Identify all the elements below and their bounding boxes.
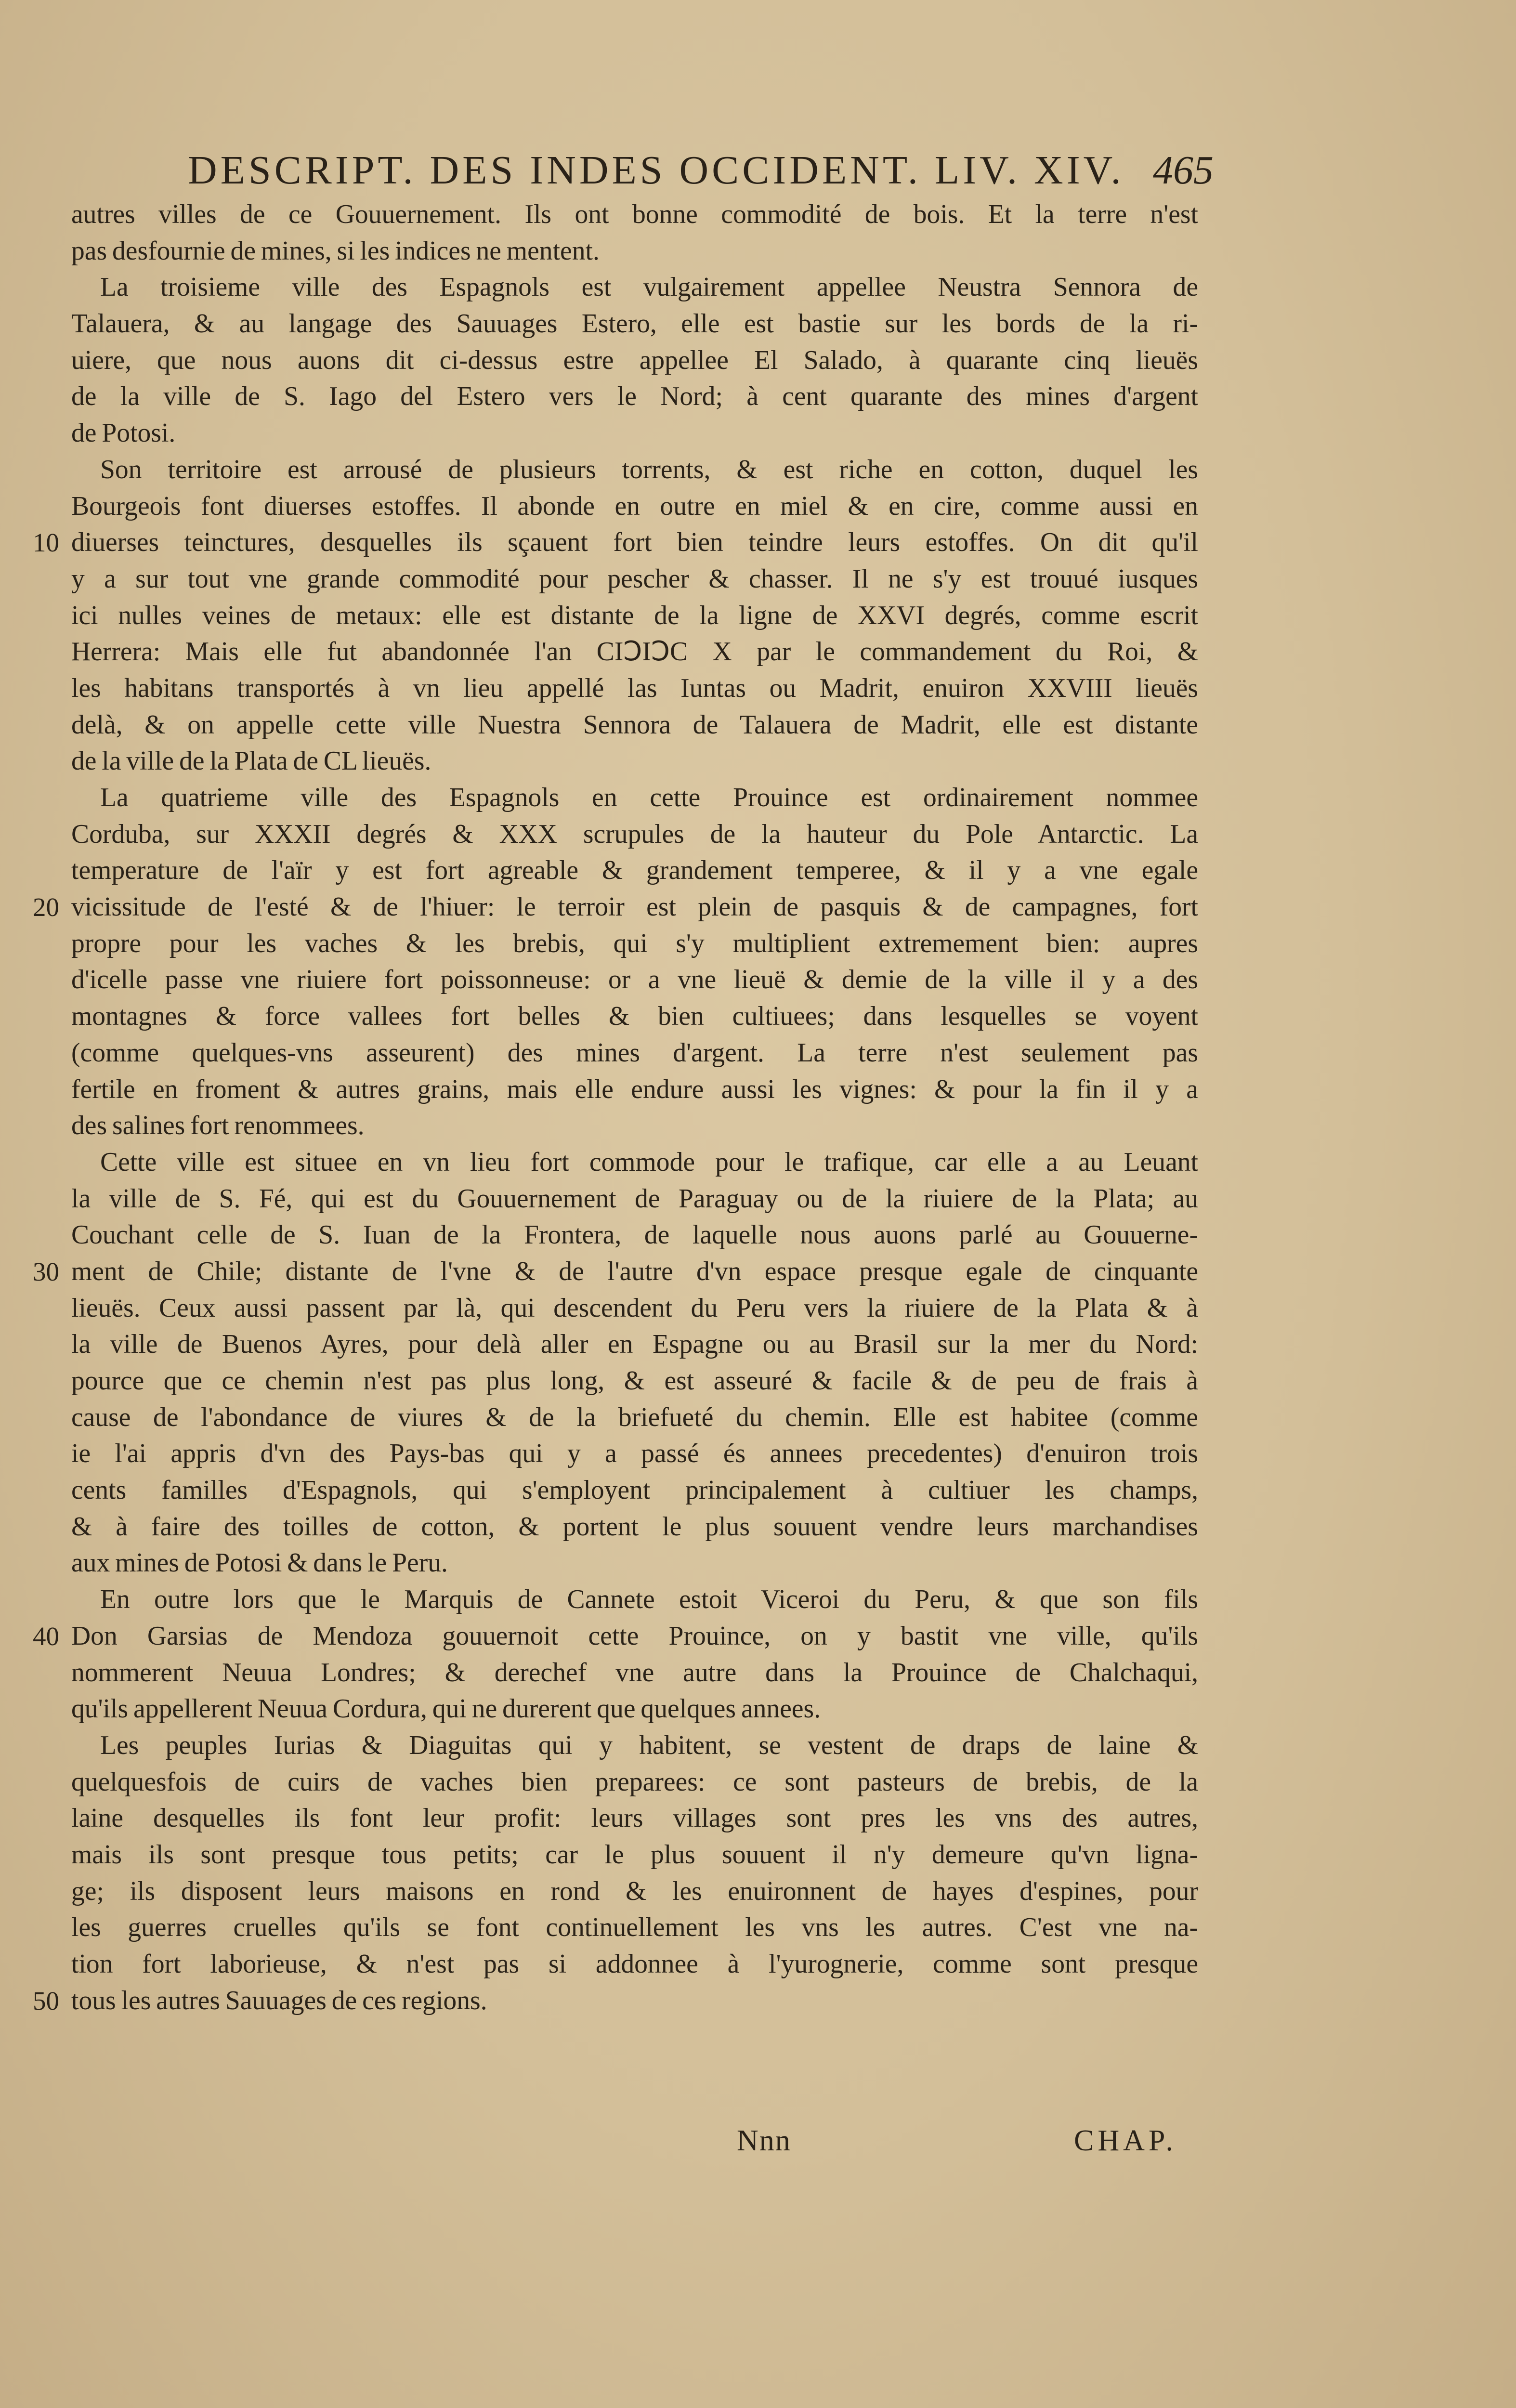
line-text: la ville de Buenos Ayres, pour delà aller en Espagne ou au Brasil sur la mer du Nord: [71,1329,1198,1360]
text-line [71,852,1198,889]
text-line [71,1326,1198,1363]
text-line [71,1400,1198,1436]
text-line [71,1144,1198,1181]
text-line [71,1764,1198,1801]
margin-line-number: 50 [33,1986,59,2015]
text-line [71,962,1198,998]
text-line [71,196,1198,233]
line-text: Talauera, & au langage des Sauuages Estero, elle est bastie sur les bords de la ri- [71,309,1198,339]
text-line [71,269,1198,306]
line-text: La troisieme ville des Espagnols est vulgairement appellee Neustra Sennora de [100,272,1198,302]
line-text: Corduba, sur XXXII degrés & XXX scrupules de la hauteur du Pole Antarctic. La [71,819,1198,849]
line-text: aux mines de Potosi & dans le Peru. [71,1548,448,1578]
text-line [71,1035,1198,1072]
page-number: 465 [1153,148,1214,193]
line-text: (comme quelques-vns asseurent) des mines d'argent. La terre n'est seulement pas [71,1037,1198,1068]
line-text: ge; ils disposent leurs maisons en rond & les enuironnent de hayes d'espines, pour [71,1876,1198,1906]
line-text: les guerres cruelles qu'ils se font continuellement les vns les autres. C'est vne na- [71,1912,1198,1943]
line-text: laine desquelles ils font leur profit: leurs villages sont pres les vns des autres, [71,1803,1198,1833]
text-line [71,1290,1198,1327]
line-text: autres villes de ce Gouuernement. Ils ont bonne commodité de bois. Et la terre n'est [71,199,1198,229]
line-text: y a sur tout vne grande commodité pour pescher & chasser. Il ne s'y est trouué iusques [71,563,1198,594]
margin-line-number: 40 [33,1621,59,1651]
text-line [71,707,1198,744]
line-text: En outre lors que le Marquis de Cannete estoit Viceroi du Peru, & que son fils [100,1584,1198,1615]
line-text: des salines fort renommees. [71,1111,365,1141]
line-text: de Potosi. [71,418,176,448]
margin-line-number: 10 [33,528,59,558]
text-line [33,524,1198,561]
text-line [71,1946,1198,1983]
text-line [71,743,1198,780]
line-text: la ville de S. Fé, qui est du Gouuernement de Paraguay ou de la riuiere de la Plata; au [71,1183,1198,1214]
line-text: delà, & on appelle cette ville Nuestra Sennora de Talauera de Madrit, elle est distante [71,709,1198,740]
line-text: Bourgeois font diuerses estoffes. Il abonde en outre en miel & en cire, comme aussi en [71,491,1198,521]
text-line [33,1618,1198,1655]
line-text: cause de l'abondance de viures & de la briefueté du chemin. Elle est habitee (comme [71,1402,1198,1432]
line-text: temperature de l'aïr y est fort agreable & grandement temperee, & il y a vne egale [71,855,1198,886]
margin-line-number: 30 [33,1256,59,1286]
line-text: pas desfournie de mines, si les indices ne mentent. [71,236,600,266]
line-text: ie l'ai appris d'vn des Pays-bas qui y a passé és annees precedentes) d'enuiron trois [71,1439,1198,1469]
text-line [71,1800,1198,1837]
line-text: tion fort laborieuse, & n'est pas si addonnee à l'yurognerie, comme sont presque [71,1949,1198,1979]
line-text: La quatrieme ville des Espagnols en cette Prouince est ordinairement nommee [100,783,1198,812]
line-text: les habitans transportés à vn lieu appellé las Iuntas ou Madrit, enuiron XXVIII lieuës [71,673,1198,703]
line-text: Don Garsias de Mendoza gouuernoit cette Prouince, on y bastit vne ville, qu'ils [71,1621,1198,1651]
running-title: DESCRIPT. DES INDES OCCIDENT. LIV. XIV. [188,148,1124,193]
line-text: d'icelle passe vne riuiere fort poissonneuse: or a vne lieuë & demie de la ville il y a des [71,965,1198,995]
text-line [71,1363,1198,1400]
line-text: nommerent Neuua Londres; & derechef vne autre dans la Prouince de Chalchaqui, [71,1657,1198,1688]
line-text: diuerses teinctures, desquelles ils sçauent fort bien teindre leurs estoffes. On dit qu'il [71,527,1198,558]
line-text: fertile en froment & autres grains, mais elle endure aussi les vignes: & pour la fin il y a [71,1074,1198,1104]
text-line [71,452,1198,488]
text-line [71,634,1198,670]
line-text: Herrera: Mais elle fut abandonnée l'an CIↃIↃC X par le commandement du Roi, & [71,637,1198,667]
signature-mark: Nnn [737,2124,791,2157]
catchword: CHAP. [1074,2124,1177,2157]
text-line [71,1691,1198,1727]
text-line [71,306,1198,342]
text-line [33,1983,1198,2019]
body-text [33,196,1198,2019]
text-line [71,1873,1198,1910]
line-text: mais ils sont presque tous petits; car le plus souuent il n'y demeure qu'vn ligna- [71,1839,1198,1870]
text-line [71,1509,1198,1545]
text-line [71,598,1198,634]
text-line [71,816,1198,853]
line-text: de la ville de la Plata de CL lieuës. [71,746,431,776]
text-line [71,780,1198,816]
text-line [71,561,1198,598]
line-text: uiere, que nous auons dit ci-dessus estre appellee El Salado, à quarante cinq lieuës [71,345,1198,375]
text-line [33,889,1198,926]
text-line [71,1472,1198,1509]
line-text: Cette ville est situee en vn lieu fort commode pour le trafique, car elle a au Leuant [100,1147,1198,1177]
line-text: Les peuples Iurias & Diaguitas qui y habitent, se vestent de draps de laine & [100,1730,1198,1760]
text-line [71,670,1198,707]
text-line [71,1837,1198,1873]
text-line [71,1545,1198,1582]
line-text: cents familles d'Espagnols, qui s'employent principalement à cultiuer les champs, [71,1475,1198,1505]
page-header [188,147,1214,200]
text-line [71,1181,1198,1217]
line-text: pource que ce chemin n'est pas plus long, & est asseuré & facile & de peu de frais à [71,1366,1198,1396]
margin-line-number: 20 [33,892,59,922]
line-text: Couchant celle de S. Iuan de la Frontera, de laquelle nous auons parlé au Gouuerne- [71,1220,1198,1250]
line-text: propre pour les vaches & les brebis, qui s'y multiplient extremement bien: aupres [71,928,1198,958]
line-text: de la ville de S. Iago del Estero vers le Nord; à cent quarante des mines d'argent [71,381,1198,412]
line-text: qu'ils appellerent Neuua Cordura, qui ne durerent que quelques annees. [71,1694,821,1724]
text-line [71,1072,1198,1108]
text-line [71,1108,1198,1144]
page-footer [0,2124,1516,2172]
text-line [71,926,1198,962]
line-text: ment de Chile; distante de l'vne & de l'autre d'vn espace presque egale de cinquante [71,1256,1198,1286]
text-line [33,1254,1198,1290]
text-line [71,1582,1198,1618]
line-text: ici nulles veines de metaux: elle est distante de la ligne de XXVI degrés, comme escrit [71,600,1198,630]
line-text: vicissitude de l'esté & de l'hiuer: le terroir est plein de pasquis & de campagnes, fort [71,892,1198,922]
line-text: & à faire des toilles de cotton, & portent le plus souuent vendre leurs marchandises [71,1511,1198,1542]
text-line [71,379,1198,415]
text-line [71,488,1198,525]
text-line [71,1655,1198,1691]
line-text: quelquesfois de cuirs de vaches bien preparees: ce sont pasteurs de brebis, de la [71,1767,1198,1797]
text-line [71,1217,1198,1254]
line-text: tous les autres Sauuages de ces regions. [71,1985,487,2015]
text-line [71,342,1198,379]
line-text: Son territoire est arrousé de plusieurs torrents, & est riche en cotton, duquel les [100,454,1198,484]
text-line [71,415,1198,452]
text-line [71,1910,1198,1946]
text-line [71,998,1198,1035]
text-line [71,1436,1198,1472]
text-line [71,233,1198,270]
line-text: montagnes & force vallees fort belles & bien cultiuees; dans lesquelles se voyent [71,1001,1198,1032]
line-text: lieuës. Ceux aussi passent par là, qui descendent du Peru vers la riuiere de la Plata & à [71,1293,1198,1323]
text-line [71,1727,1198,1764]
